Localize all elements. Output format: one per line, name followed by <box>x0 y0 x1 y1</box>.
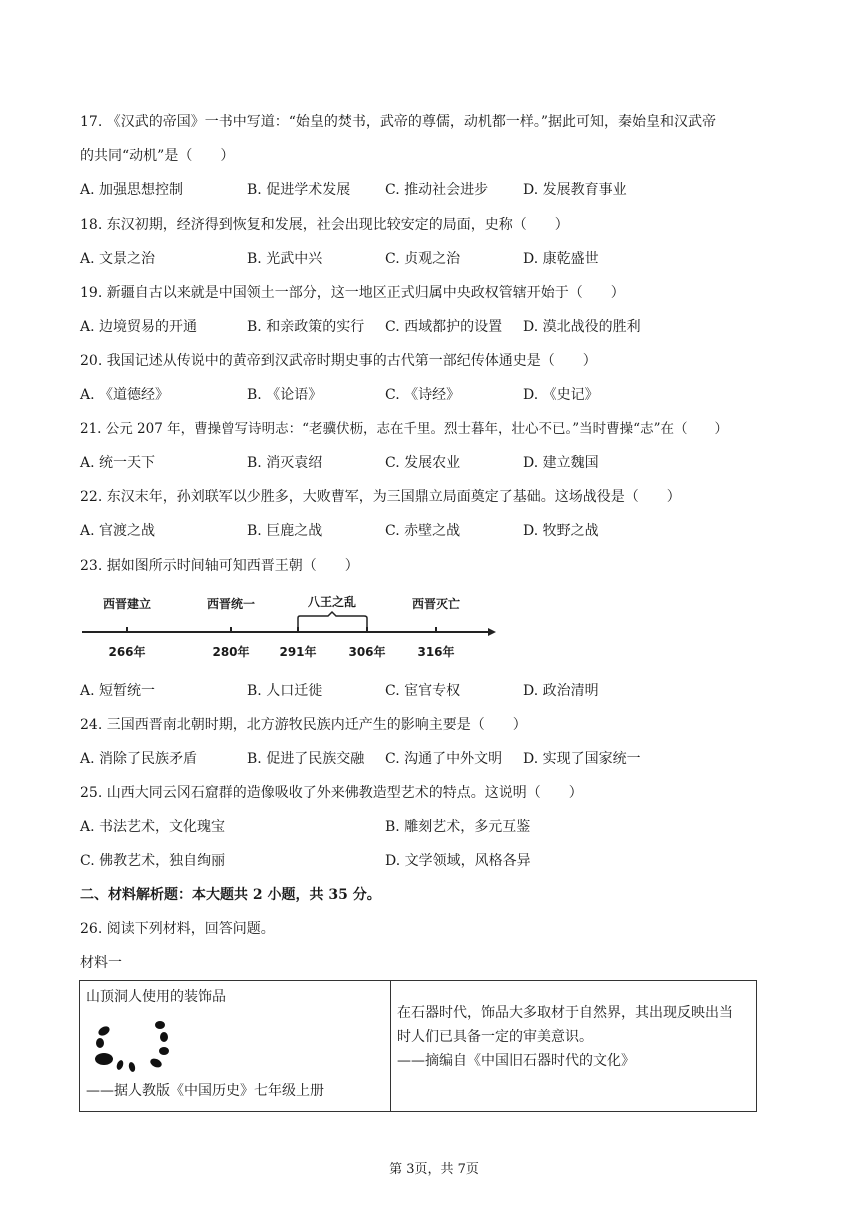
ornament-image <box>90 1015 180 1075</box>
q23-option-c: C. 宦官专权 <box>385 683 461 699</box>
q20-stem: 20. 我国记述从传说中的黄帝到汉武帝时期史事的古代第一部纪传体通史是（ ） <box>80 353 597 369</box>
q22-option-d: D. 牧野之战 <box>523 523 599 539</box>
timeline-year-3: 291年 <box>279 645 317 659</box>
timeline-year-5: 316年 <box>417 645 455 659</box>
timeline-diagram <box>80 590 500 670</box>
q19-option-d: D. 漠北战役的胜利 <box>523 319 641 335</box>
material-table <box>79 980 757 1112</box>
material-right-cell <box>391 981 757 1112</box>
material-row <box>80 981 757 1112</box>
q19-stem: 19. 新疆自古以来就是中国领土一部分，这一地区正式归属中央政权管辖开始于（ ） <box>80 285 625 301</box>
q21-option-b: B. 消灭袁绍 <box>247 455 323 471</box>
q20-option-a: A. 《道德经》 <box>80 387 170 403</box>
q25-option-b: B. 雕刻艺术，多元互鉴 <box>385 819 531 835</box>
material-left-cell <box>80 981 391 1112</box>
timeline-year-1: 266年 <box>108 645 146 659</box>
q22-option-a: A. 官渡之战 <box>80 523 156 539</box>
q24-option-c: C. 沟通了中外文明 <box>385 751 503 767</box>
q23-option-b: B. 人口迁徙 <box>247 683 323 699</box>
material-label: 材料一 <box>80 955 122 971</box>
timeline-year-4: 306年 <box>348 645 386 659</box>
q19-option-a: A. 边境贸易的开通 <box>80 319 198 335</box>
q22-option-b: B. 巨鹿之战 <box>247 523 323 539</box>
q21-option-c: C. 发展农业 <box>385 455 461 471</box>
section2-title: 二、材料解析题：本大题共 2 小题，共 35 分。 <box>80 887 381 903</box>
q25-stem: 25. 山西大同云冈石窟群的造像吸收了外来佛教造型艺术的特点。这说明（ ） <box>80 785 583 801</box>
q22-stem: 22. 东汉末年，孙刘联军以少胜多，大败曹军，为三国鼎立局面奠定了基础。这场战役是（ ） <box>80 489 681 505</box>
q17-option-c: C. 推动社会进步 <box>385 182 489 198</box>
q17-stem-line1: 17. 《汉武的帝国》一书中写道：“始皇的焚书，武帝的尊儒，动机都一样。”据此可知，秦始皇和汉武帝 <box>80 114 717 130</box>
q24-option-a: A. 消除了民族矛盾 <box>80 751 198 767</box>
q26-stem: 26. 阅读下列材料，回答问题。 <box>80 921 275 937</box>
q24-option-b: B. 促进了民族交融 <box>247 751 365 767</box>
q23-option-d: D. 政治清明 <box>523 683 599 699</box>
q21-option-a: A. 统一天下 <box>80 455 156 471</box>
timeline-event-1: 西晋建立 <box>102 597 152 611</box>
q18-stem: 18. 东汉初期，经济得到恢复和发展，社会出现比较安定的局面，史称（ ） <box>80 217 569 233</box>
q24-option-d: D. 实现了国家统一 <box>523 751 641 767</box>
material-right-text-1: 在石器时代，饰品大多取材于自然界，其出现反映出当 <box>397 1005 733 1021</box>
q25-option-d: D. 文学领域，风格各异 <box>385 853 531 869</box>
q19-option-b: B. 和亲政策的实行 <box>247 319 365 335</box>
q20-option-c: C. 《诗经》 <box>385 387 461 403</box>
q20-option-b: B. 《论语》 <box>247 387 323 403</box>
material-right-text-2: 时人们已具备一定的审美意识。 <box>397 1029 593 1045</box>
q17-option-d: D. 发展教育事业 <box>523 182 627 198</box>
timeline-event-4: 西晋灭亡 <box>411 597 461 611</box>
material-left-title: 山顶洞人使用的装饰品 <box>86 989 226 1005</box>
q22-option-c: C. 赤壁之战 <box>385 523 461 539</box>
q17-stem-line2: 的共同“动机”是（ ） <box>80 148 235 164</box>
q24-stem: 24. 三国西晋南北朝时期，北方游牧民族内迁产生的影响主要是（ ） <box>80 717 527 733</box>
q18-option-b: B. 光武中兴 <box>247 251 323 267</box>
timeline-bracket <box>298 612 367 628</box>
q23-stem: 23. 据如图所示时间轴可知西晋王朝（ ） <box>80 558 359 574</box>
timeline-event-3: 八王之乱 <box>307 595 357 609</box>
q19-option-c: C. 西域都护的设置 <box>385 319 503 335</box>
timeline-event-2: 西晋统一 <box>206 597 256 611</box>
material-left-source: ——据人教版《中国历史》七年级上册 <box>86 1083 324 1099</box>
q18-option-c: C. 贞观之治 <box>385 251 461 267</box>
q25-option-a: A. 书法艺术，文化瑰宝 <box>80 819 226 835</box>
q21-stem: 21. 公元 207 年，曹操曾写诗明志：“老骥伏枥，志在千里。烈士暮年，壮心不已。”当时曹操“志”在（ ） <box>80 421 728 437</box>
q25-option-c: C. 佛教艺术，独自绚丽 <box>80 853 226 869</box>
timeline-arrow-icon <box>488 628 496 636</box>
q18-option-a: A. 文景之治 <box>80 251 156 267</box>
timeline-year-2: 280年 <box>212 645 250 659</box>
q17-option-b: B. 促进学术发展 <box>247 182 351 198</box>
q23-option-a: A. 短暂统一 <box>80 683 156 699</box>
q20-option-d: D. 《史记》 <box>523 387 599 403</box>
page-footer: 第 3页，共 7页 <box>389 1162 479 1177</box>
material-right-source: ——摘编自《中国旧石器时代的文化》 <box>397 1053 635 1069</box>
q18-option-d: D. 康乾盛世 <box>523 251 599 267</box>
q21-option-d: D. 建立魏国 <box>523 455 599 471</box>
q17-option-a: A. 加强思想控制 <box>80 182 184 198</box>
